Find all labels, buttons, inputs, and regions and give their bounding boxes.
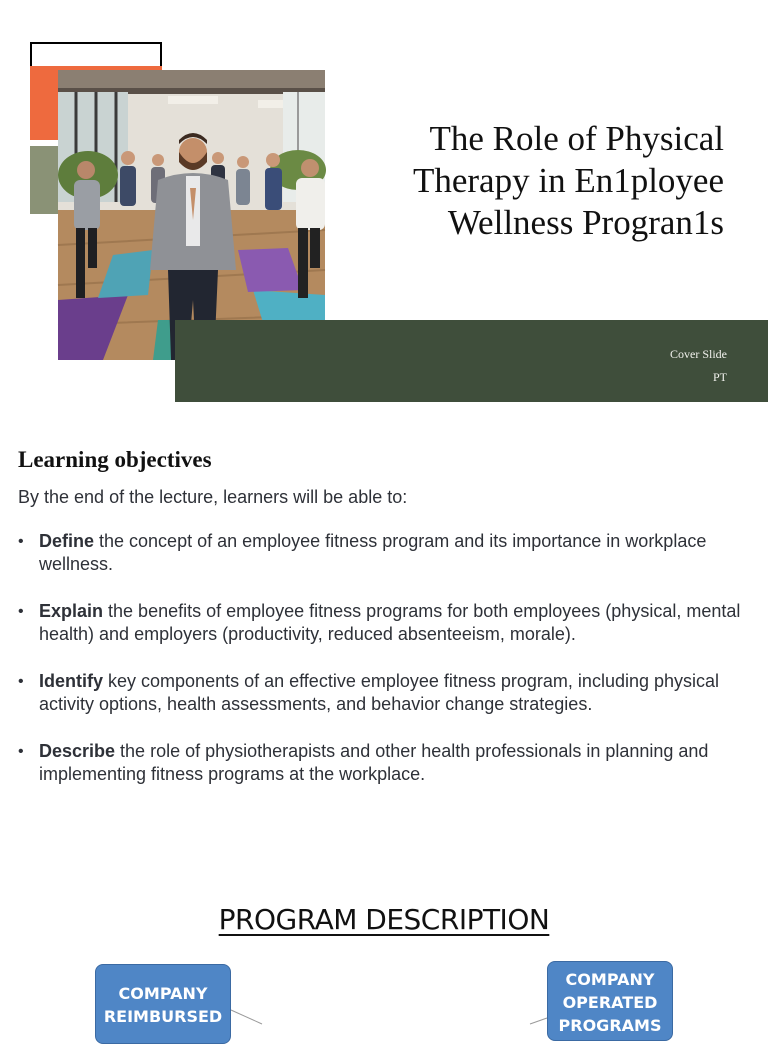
objective-item [18, 600, 748, 646]
bullet-icon: • [18, 673, 24, 690]
cover-title-line: The Role of Physical [429, 119, 724, 158]
program-box-line: REIMBURSED [103, 1007, 223, 1026]
program-box-line: COMPANY [118, 984, 208, 1003]
objectives-heading: Learning objectives [18, 447, 212, 472]
objective-item [18, 530, 748, 576]
cover-title-line: Therapy in En1ployee [412, 161, 724, 200]
objective-verb: Define [39, 531, 95, 551]
objective-verb: Describe [39, 741, 116, 761]
objective-item [18, 740, 748, 786]
cover-title-line: Wellness Progran1s [447, 203, 724, 242]
program-box-line: OPERATED [562, 993, 658, 1012]
bullet-icon: • [18, 603, 24, 620]
objectives-list [18, 530, 748, 786]
objective-verb: Identify [39, 671, 104, 691]
company-reimbursed-box [95, 964, 231, 1044]
objective-text: the role of physiotherapists and other health professionals in planning and implementing fitness programs at the workplace. [39, 741, 709, 784]
yoga-class-photo [58, 70, 325, 360]
objective-text: the concept of an employee fitness program and its importance in workplace wellness. [39, 531, 707, 574]
program-box-line: COMPANY [565, 970, 655, 989]
program-box-line: PROGRAMS [558, 1016, 662, 1035]
cover-slide-subject: PT [712, 370, 727, 384]
cover-slide-label: Cover Slide [670, 347, 727, 361]
program-description-title [0, 900, 768, 940]
program-title-text: PROGRAM DESCRIPTION [218, 903, 550, 936]
cover-band [175, 320, 768, 402]
bullet-icon: • [18, 743, 24, 760]
objectives-intro: By the end of the lecture, learners will be able to: [18, 487, 408, 507]
company-operated-programs-box [547, 961, 673, 1041]
cover-slide [0, 0, 768, 420]
objective-text: the benefits of employee fitness programs for both employees (physical, mental health) and employers (productivity, reduced absenteeism, morale). [39, 601, 741, 644]
objective-verb: Explain [39, 601, 104, 621]
cover-title [364, 118, 724, 244]
objective-text: key components of an effective employee fitness program, including physical activity options, health assessments, and behavior change strategies. [39, 671, 720, 714]
objective-item [18, 670, 748, 716]
bullet-icon: • [18, 533, 24, 550]
learning-objectives-section [18, 440, 748, 810]
